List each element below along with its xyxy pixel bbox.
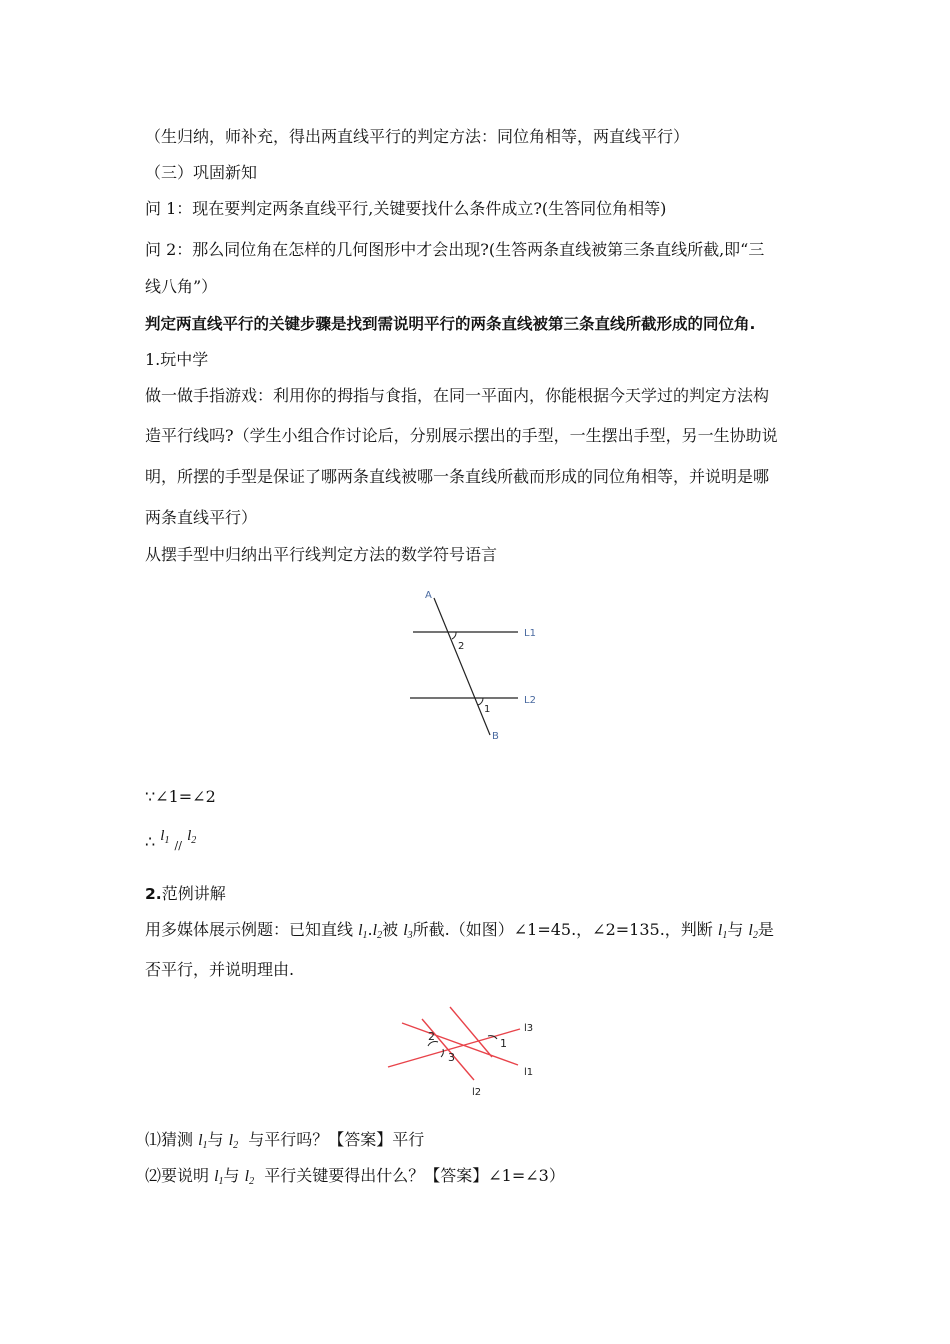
subsection-play: 1.玩中学 <box>145 350 209 369</box>
figure-three-lines <box>380 1005 560 1100</box>
figure-parallel-lines-transversal <box>400 585 560 750</box>
l2-symbol: $l_2$ <box>187 828 197 846</box>
angle-2-arc <box>452 632 456 639</box>
symbolic-language-line: 从摆手型中归纳出平行线判定方法的数学符号语言 <box>145 545 498 564</box>
question-key: ⑵要说明 $l_1$与 $l_2$ 平行关键要得出什么？【答案】∠1=∠3） <box>145 1166 565 1187</box>
example-line1: 用多媒体展示例题：已知直线 $l_1.l_2$被 $l_3$所截.（如图）∠1=45.，∠2=135.，判断 $l_1$与 $l_2$是 <box>145 920 774 941</box>
label-angle-2: 2 <box>428 1030 435 1043</box>
finger-game-line3: 明，所摆的手型是保证了哪两条直线被哪一条直线所截而形成的同位角相等，并说明是哪 <box>145 467 770 486</box>
finger-game-line1: 做一做手指游戏：利用你的拇指与食指，在同一平面内，你能根据今天学过的判定方法构 <box>145 386 770 405</box>
example-line2: 否平行，并说明理由. <box>145 960 295 979</box>
label-l1: l1 <box>524 1067 534 1078</box>
section-2-heading: 2.范例讲解 <box>145 884 226 903</box>
label-L1: L1 <box>524 628 536 639</box>
l1-symbol: $l_1$ <box>160 828 170 846</box>
label-angle-2: 2 <box>458 641 465 652</box>
question-guess: ⑴猜测 $l_1$与 $l_2$ 与平行吗？【答案】平行 <box>145 1130 425 1151</box>
question-2-line2: 线八角”） <box>145 277 218 296</box>
label-l2: l2 <box>472 1087 482 1098</box>
angle-1-arc <box>478 698 483 705</box>
because-statement: ∵∠1=∠2 <box>145 787 216 806</box>
label-angle-1: 1 <box>500 1037 507 1050</box>
finger-game-line4: 两条直线平行） <box>145 508 258 527</box>
therefore-symbol: ∴ <box>145 832 156 851</box>
label-A: A <box>425 590 432 601</box>
label-angle-3: 3 <box>448 1051 455 1064</box>
question-1: 问 1：现在要判定两条直线平行,关键要找什么条件成立?(生答同位角相等) <box>145 199 667 218</box>
parallel-symbol: // <box>174 839 182 852</box>
section-heading-consolidate: （三）巩固新知 <box>145 163 258 182</box>
label-l3: l3 <box>524 1023 534 1034</box>
finger-game-line2: 造平行线吗?（学生小组合作讨论后，分别展示摆出的手型，一生摆出手型，另一生协助说 <box>145 426 778 445</box>
question-2-line1: 问 2：那么同位角在怎样的几何图形中才会出现?(生答两条直线被第三条直线所截,即“三 <box>145 240 765 259</box>
paragraph-summary: （生归纳，师补充，得出两直线平行的判定方法：同位角相等，两直线平行） <box>145 127 690 146</box>
key-step-bold: 判定两直线平行的关键步骤是找到需说明平行的两条直线被第三条直线所截形成的同位角. <box>145 315 756 333</box>
therefore-statement <box>145 825 196 851</box>
transversal-ab <box>434 598 490 735</box>
label-B: B <box>492 731 499 742</box>
line-l2b <box>450 1007 492 1057</box>
label-L2: L2 <box>524 695 536 706</box>
label-angle-1: 1 <box>484 704 491 715</box>
angle-3-arc <box>441 1049 443 1057</box>
